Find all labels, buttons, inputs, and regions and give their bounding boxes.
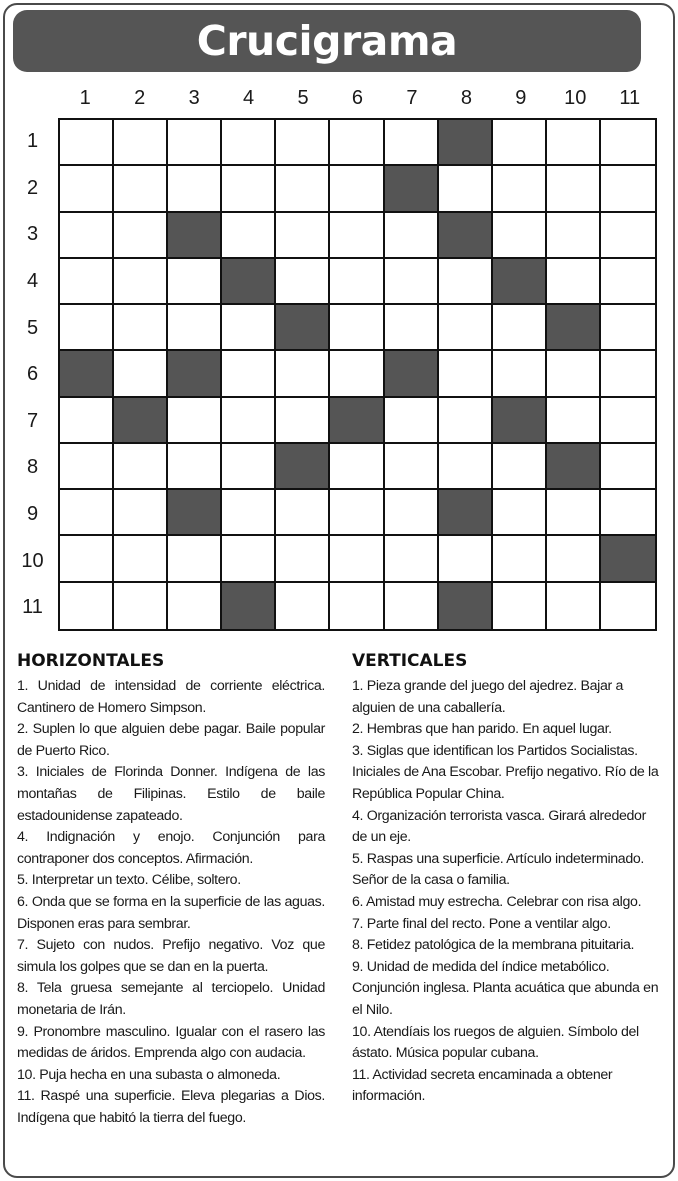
row-number: 2	[26, 176, 39, 199]
grid-cell[interactable]	[168, 166, 222, 212]
grid-cell[interactable]	[276, 120, 330, 166]
grid-cell[interactable]	[276, 351, 330, 397]
grid-cell[interactable]	[547, 351, 601, 397]
grid-cell[interactable]	[601, 490, 655, 536]
column-number: 2	[134, 87, 146, 109]
grid-cell[interactable]	[114, 351, 168, 397]
grid-cell[interactable]	[222, 166, 276, 212]
black-cell	[276, 305, 330, 351]
black-cell	[547, 305, 601, 351]
black-cell	[547, 444, 601, 490]
down-clue: 8. Fetidez patológica de la membrana pituitaria.	[352, 937, 635, 954]
black-cell	[60, 351, 114, 397]
grid-cell[interactable]	[168, 398, 222, 444]
down-clue: 5. Raspas una superficie. Artículo indeterminado. Señor de la casa o familia.	[352, 850, 644, 889]
row-number: 3	[26, 223, 39, 246]
black-cell	[493, 259, 547, 305]
down-heading: VERTICALES	[352, 651, 468, 671]
black-cell	[168, 351, 222, 397]
down-clue: 7. Parte final del recto. Pone a ventilar algo.	[352, 915, 611, 932]
across-clue: 4. Indignación y enojo. Conjunción para contraponer dos conceptos. Afirmación.	[17, 829, 325, 867]
grid-cell[interactable]	[276, 536, 330, 582]
across-clue: 2. Suplen lo que alguien debe pagar. Baile popular de Puerto Rico.	[17, 721, 325, 759]
black-cell	[439, 490, 493, 536]
grid-cell[interactable]	[222, 444, 276, 490]
grid-cell[interactable]	[601, 213, 655, 259]
grid-cell[interactable]	[276, 213, 330, 259]
grid-cell[interactable]	[493, 305, 547, 351]
down-clues-section	[352, 650, 664, 1108]
grid-cell[interactable]	[547, 398, 601, 444]
column-number: 11	[619, 87, 641, 109]
grid-cell[interactable]	[493, 120, 547, 166]
grid-cell[interactable]	[385, 305, 439, 351]
grid-cell[interactable]	[601, 120, 655, 166]
grid-cell[interactable]	[60, 490, 114, 536]
row-number: 9	[26, 503, 39, 526]
down-clue: 1. Pieza grande del juego del ajedrez. Bajar a alguien de una caballería.	[352, 678, 623, 716]
across-clue: 8. Tela gruesa semejante al terciopelo. Unidad monetaria de Irán.	[17, 980, 325, 1018]
grid-cell[interactable]	[114, 213, 168, 259]
grid-cell[interactable]	[385, 583, 439, 629]
black-cell	[439, 120, 493, 166]
grid-cell[interactable]	[60, 536, 114, 582]
black-cell	[222, 583, 276, 629]
grid-cell[interactable]	[114, 120, 168, 166]
grid-cell[interactable]	[493, 213, 547, 259]
grid-cell[interactable]	[493, 351, 547, 397]
grid-cell[interactable]	[547, 536, 601, 582]
across-heading: HORIZONTALES	[17, 651, 165, 671]
across-clue: 10. Puja hecha en una subasta o almoneda.	[17, 1066, 281, 1083]
black-cell	[493, 398, 547, 444]
grid-cell[interactable]	[60, 583, 114, 629]
grid-cell[interactable]	[330, 536, 384, 582]
row-number: 5	[26, 316, 39, 339]
column-number: 5	[297, 87, 309, 109]
grid-cell[interactable]	[330, 259, 384, 305]
grid-cell[interactable]	[330, 305, 384, 351]
across-clue: 11. Raspé una superficie. Eleva plegarias a Dios. Indígena que habitó la tierra del fuego.	[17, 1088, 325, 1126]
grid-cell[interactable]	[385, 120, 439, 166]
grid-cell[interactable]	[493, 490, 547, 536]
grid-cell[interactable]	[60, 166, 114, 212]
across-clue-list	[17, 676, 325, 1129]
grid-cell[interactable]	[493, 166, 547, 212]
black-cell	[439, 583, 493, 629]
grid-cell[interactable]	[385, 213, 439, 259]
title-banner	[13, 10, 641, 72]
grid-cell[interactable]	[601, 398, 655, 444]
grid-cell[interactable]	[547, 213, 601, 259]
grid-cell[interactable]	[439, 259, 493, 305]
grid-cell[interactable]	[330, 351, 384, 397]
grid-cell[interactable]	[168, 444, 222, 490]
grid-cell[interactable]	[601, 583, 655, 629]
grid-cell[interactable]	[493, 444, 547, 490]
grid-cell[interactable]	[601, 351, 655, 397]
row-number: 7	[26, 409, 39, 432]
black-cell	[385, 166, 439, 212]
grid-cell[interactable]	[385, 444, 439, 490]
grid-cell[interactable]	[114, 583, 168, 629]
column-number: 8	[460, 87, 472, 109]
down-clue: 4. Organización terrorista vasca. Girará alrededor de un eje.	[352, 807, 646, 846]
grid-cell[interactable]	[385, 259, 439, 305]
grid-cell[interactable]	[547, 120, 601, 166]
down-clue: 6. Amistad muy estrecha. Celebrar con risa algo.	[352, 893, 642, 910]
across-clue: 3. Iniciales de Florinda Donner. Indígena de las montañas de Filipinas. Estilo de baile estadounidense zapateado.	[17, 764, 325, 824]
grid-cell[interactable]	[330, 120, 384, 166]
grid-cell[interactable]	[547, 259, 601, 305]
grid-cell[interactable]	[276, 583, 330, 629]
column-number: 7	[406, 87, 418, 109]
grid-cell[interactable]	[385, 490, 439, 536]
column-number: 3	[188, 87, 200, 109]
grid-cell[interactable]	[439, 305, 493, 351]
grid-cell[interactable]	[385, 398, 439, 444]
grid-cell[interactable]	[114, 259, 168, 305]
grid-cell[interactable]	[114, 305, 168, 351]
column-number: 10	[564, 87, 587, 109]
down-clue: 2. Hembras que han parido. En aquel lugar.	[352, 721, 612, 738]
grid-cell[interactable]	[60, 398, 114, 444]
grid-cell[interactable]	[168, 305, 222, 351]
grid-cell[interactable]	[439, 398, 493, 444]
grid-cell[interactable]	[276, 166, 330, 212]
grid-cell[interactable]	[276, 398, 330, 444]
grid-cell[interactable]	[114, 444, 168, 490]
row-number: 8	[26, 456, 39, 479]
grid-cell[interactable]	[601, 305, 655, 351]
across-clue: 1. Unidad de intensidad de corriente eléctrica. Cantinero de Homero Simpson.	[17, 678, 325, 716]
grid-cell[interactable]	[276, 490, 330, 536]
grid-cell[interactable]	[330, 166, 384, 212]
column-numbers	[58, 84, 656, 112]
grid-cell[interactable]	[439, 351, 493, 397]
down-clue: 9. Unidad de medida del índice metabólico. Conjunción inglesa. Planta acuática que abunda en el Nilo.	[352, 958, 659, 1018]
grid-cell[interactable]	[276, 259, 330, 305]
grid-cell[interactable]	[168, 120, 222, 166]
down-clue: 10. Atendíais los ruegos de alguien. Símbolo del ástato. Música popular cubana.	[352, 1023, 639, 1062]
black-cell	[276, 444, 330, 490]
grid-cell[interactable]	[222, 398, 276, 444]
grid-cell[interactable]	[114, 166, 168, 212]
black-cell	[330, 398, 384, 444]
grid-cell[interactable]	[60, 120, 114, 166]
grid-cell[interactable]	[330, 444, 384, 490]
row-number: 10	[21, 549, 44, 572]
column-number: 1	[79, 87, 91, 109]
grid-cell[interactable]	[330, 490, 384, 536]
grid-cell[interactable]	[114, 490, 168, 536]
grid-cell[interactable]	[60, 305, 114, 351]
grid-cell[interactable]	[439, 444, 493, 490]
column-number: 9	[515, 87, 527, 109]
grid-cell[interactable]	[547, 583, 601, 629]
grid-cell[interactable]	[330, 583, 384, 629]
grid-cell[interactable]	[493, 583, 547, 629]
grid-cell[interactable]	[547, 490, 601, 536]
row-number: 11	[22, 596, 43, 619]
row-number: 6	[26, 363, 39, 386]
down-clue-list	[352, 676, 664, 1108]
grid-cell[interactable]	[385, 536, 439, 582]
grid-cell[interactable]	[168, 536, 222, 582]
black-cell	[168, 490, 222, 536]
grid-cell[interactable]	[114, 536, 168, 582]
grid-cell[interactable]	[439, 536, 493, 582]
black-cell	[439, 213, 493, 259]
grid-cell[interactable]	[168, 259, 222, 305]
grid-cell[interactable]	[60, 213, 114, 259]
black-cell	[222, 259, 276, 305]
black-cell	[114, 398, 168, 444]
grid-cell[interactable]	[222, 490, 276, 536]
across-clue: 6. Onda que se forma en la superficie de las aguas. Disponen eras para sembrar.	[17, 893, 325, 932]
across-clue: 5. Interpretar un texto. Célibe, soltero.	[17, 872, 241, 889]
crossword-grid	[58, 118, 657, 631]
across-clue: 7. Sujeto con nudos. Prefijo negativo. Voz que simula los golpes que se dan en la puerta.	[17, 937, 325, 975]
column-number: 4	[243, 87, 255, 109]
down-clue: 3. Siglas que identifican los Partidos Socialistas. Iniciales de Ana Escobar. Prefijo negativo. Río de la República Popular China.	[352, 742, 659, 802]
row-number: 4	[26, 269, 39, 292]
grid-cell[interactable]	[222, 120, 276, 166]
grid-cell[interactable]	[601, 444, 655, 490]
grid-cell[interactable]	[547, 166, 601, 212]
black-cell	[168, 213, 222, 259]
across-clue: 9. Pronombre masculino. Igualar con el rasero las medidas de áridos. Emprenda algo con audacia.	[17, 1023, 325, 1062]
grid-cell[interactable]	[60, 259, 114, 305]
grid-cell[interactable]	[222, 305, 276, 351]
grid-cell[interactable]	[222, 213, 276, 259]
row-number: 1	[26, 130, 39, 152]
grid-cell[interactable]	[60, 444, 114, 490]
page-title: Crucigrama	[196, 17, 458, 65]
across-clues-section	[17, 650, 325, 1129]
grid-cell[interactable]	[493, 536, 547, 582]
grid-cell[interactable]	[222, 536, 276, 582]
grid-cell[interactable]	[601, 259, 655, 305]
column-number: 6	[351, 87, 364, 109]
grid-cell[interactable]	[168, 583, 222, 629]
grid-cell[interactable]	[330, 213, 384, 259]
black-cell	[385, 351, 439, 397]
row-numbers	[10, 118, 55, 630]
grid-cell[interactable]	[222, 351, 276, 397]
black-cell	[601, 536, 655, 582]
grid-cell[interactable]	[601, 166, 655, 212]
down-clue: 11. Actividad secreta encaminada a obtener información.	[352, 1066, 613, 1105]
grid-cell[interactable]	[439, 166, 493, 212]
